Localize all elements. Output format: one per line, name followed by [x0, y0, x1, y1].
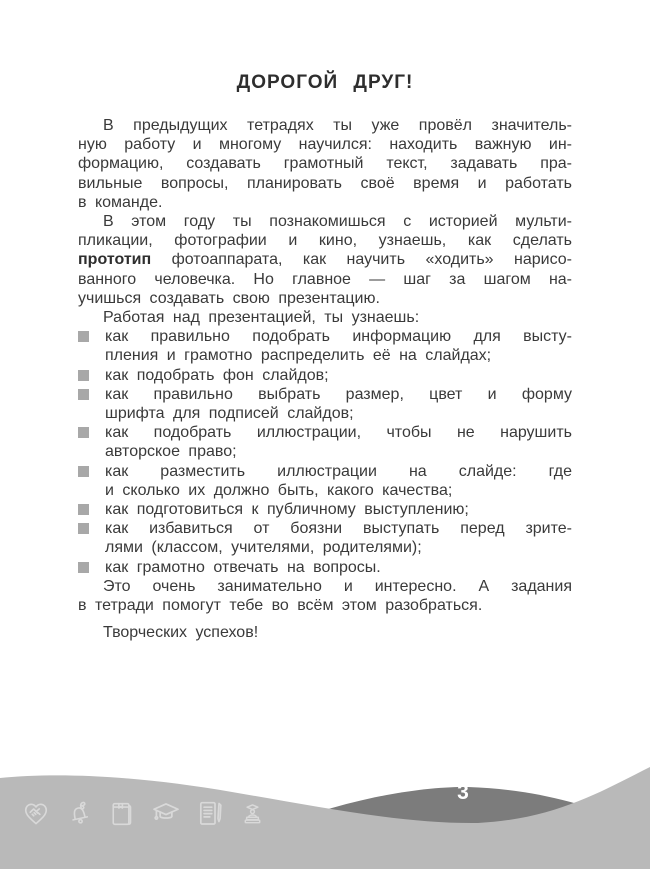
paragraph	[78, 212, 572, 308]
bullet-text	[105, 327, 572, 365]
page-title: ДОРОГОЙ ДРУГ!	[236, 72, 414, 93]
paragraph	[78, 623, 572, 642]
page-content	[78, 0, 572, 642]
text-line: и сколько их должно быть, какого качества;	[105, 481, 453, 499]
text-line: формацию, создавать грамотный текст, задавать пра-	[78, 155, 572, 173]
bullet-list-item	[78, 462, 572, 500]
book-icon	[107, 795, 137, 831]
bullet-list-item	[78, 366, 572, 385]
bullet-list-item	[78, 558, 572, 577]
bullet-text	[105, 500, 572, 519]
bullet-text	[105, 519, 572, 557]
bullet-text	[105, 462, 572, 500]
bullet-list-item	[78, 327, 572, 365]
text-line: как подобрать иллюстрации, чтобы не нарушить	[105, 424, 572, 442]
text-line: в команде.	[78, 193, 163, 211]
text-line: как разместить иллюстрации на слайде: где	[105, 462, 572, 480]
text-line: В этом году ты познакомишься с историей мульти-	[103, 213, 572, 231]
text-line: как избавиться от боязни выступать перед зрите-	[105, 520, 572, 538]
text-line: учишься создавать свою презентацию.	[78, 289, 380, 307]
text-line: как подобрать фон слайдов;	[105, 366, 329, 384]
bullet-square-icon	[78, 370, 89, 381]
graduation-cap-icon	[150, 795, 182, 831]
bullet-list-item	[78, 500, 572, 519]
bell-icon	[64, 795, 94, 831]
bullet-square-icon	[78, 427, 89, 438]
bullet-text	[105, 366, 572, 385]
bullet-square-icon	[78, 466, 89, 477]
graduate-icon	[239, 795, 266, 831]
text-line: Работая над презентацией, ты узнаешь:	[103, 309, 420, 327]
text-line: пликации, фотографии и кино, узнаешь, как сделать	[78, 232, 572, 250]
text-line: ванного человечка. Но главное — шаг за шагом на-	[78, 270, 572, 288]
paragraph	[78, 308, 572, 327]
text-line: Это очень занимательно и интересно. А задания	[103, 577, 572, 595]
paragraph	[78, 116, 572, 212]
page-number: 3	[457, 781, 469, 804]
text-line: авторское право;	[105, 443, 237, 461]
text-line: шрифта для подписей слайдов;	[105, 405, 354, 423]
bullet-list-item	[78, 385, 572, 423]
bullet-square-icon	[78, 562, 89, 573]
text-line: как грамотно отвечать на вопросы.	[105, 558, 381, 576]
text-line: вильные вопросы, планировать своё время и работать	[78, 174, 572, 192]
footer-icons-row	[21, 795, 266, 831]
text-line: в тетради помогут тебе во всём этом разобраться.	[78, 597, 483, 615]
text-line: как подготовиться к публичному выступлению;	[105, 501, 469, 519]
bullet-square-icon	[78, 389, 89, 400]
bullet-text	[105, 385, 572, 423]
bullet-square-icon	[78, 331, 89, 342]
text-line: пления и грамотно распределить её на слайдах;	[105, 347, 492, 365]
text-line: В предыдущих тетрадях ты уже провёл значитель-	[103, 117, 572, 134]
text-line: ную работу и многому научился: находить важную ин-	[78, 136, 572, 154]
bullet-list-item	[78, 423, 572, 461]
text-line: как правильно выбрать размер, цвет и форму	[105, 385, 572, 403]
paragraph	[78, 577, 572, 615]
text-line: Творческих успехов!	[103, 624, 259, 642]
document-pen-icon	[195, 795, 226, 831]
text-line: как правильно подобрать информацию для высту-	[105, 328, 572, 346]
text-line: лями (классом, учителями, родителями);	[105, 539, 422, 557]
text-blocks	[78, 116, 572, 642]
bullet-square-icon	[78, 504, 89, 515]
bullet-text	[105, 558, 572, 577]
bullet-list-item	[78, 519, 572, 557]
bullet-text	[105, 423, 572, 461]
text-line: прототип фотоаппарата, как научить «ходить» нарисо-	[78, 251, 572, 269]
bullet-square-icon	[78, 523, 89, 534]
heart-handshake-icon	[21, 795, 51, 831]
page-footer	[0, 759, 650, 869]
